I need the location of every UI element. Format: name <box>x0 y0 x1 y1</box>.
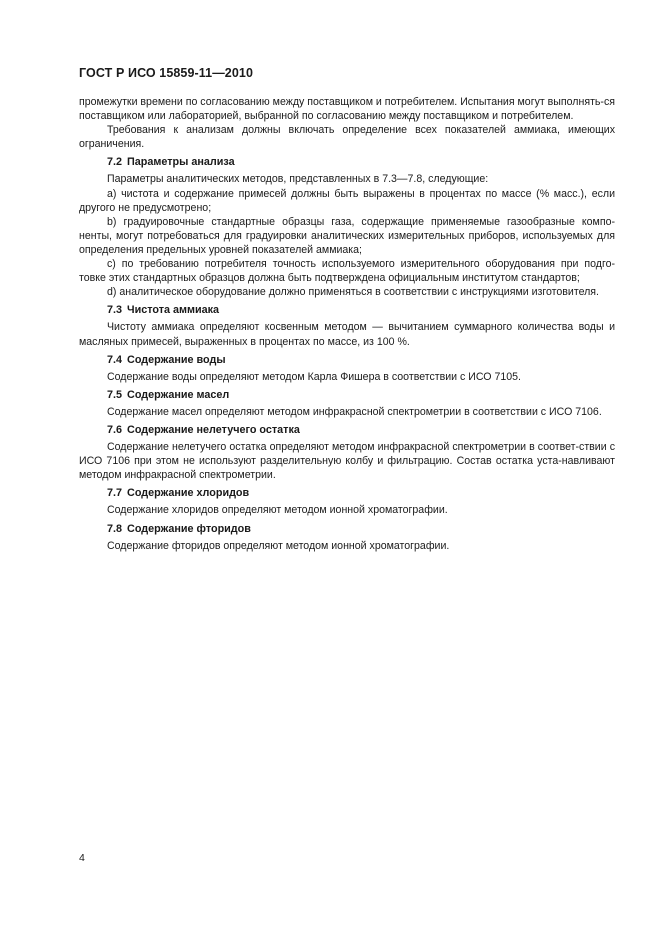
section-title: Содержание фторидов <box>127 522 251 535</box>
section-heading-7-7 <box>79 486 615 500</box>
list-item-a: a) чистота и содержание примесей должны быть выражены в процентах по массе (% масс.), если другого не предусмотрено; <box>79 187 615 214</box>
section-number: 7.6 <box>107 423 123 436</box>
section-number: 7.4 <box>107 353 123 366</box>
section-paragraph: Содержание воды определяют методом Карла Фишера в соответствии с ИСО 7105. <box>107 370 521 383</box>
section-paragraph: Содержание нелетучего остатка определяют методом инфракрасной спектрометрии в соответ-ствии с ИСО 7106 при этом не используют разделительную колбу и фильтрацию. Состав остатка уста-навливают методом инфракрасной спектрометрии. <box>79 441 615 482</box>
document-body <box>79 95 615 553</box>
section-number: 7.3 <box>107 304 123 317</box>
section-heading-7-5 <box>79 388 615 402</box>
intro-paragraph: Требования к анализам должны включать определение всех показателей аммиака, имеющих ограничения. <box>79 124 615 151</box>
section-heading-7-2 <box>79 155 615 169</box>
section-paragraph: Содержание хлоридов определяют методом ионной хроматографии. <box>107 504 448 517</box>
section-paragraph: Содержание масел определяют методом инфракрасной спектрометрии в соответствии с ИСО 7106. <box>107 405 602 418</box>
section-paragraph: Параметры аналитических методов, представленных в 7.3—7.8, следующие: <box>107 173 489 186</box>
standard-header: ГОСТ Р ИСО 15859-11—2010 <box>79 66 254 80</box>
section-number: 7.8 <box>107 522 123 535</box>
section-title: Содержание масел <box>127 388 230 401</box>
section-number: 7.7 <box>107 487 123 500</box>
section-number: 7.2 <box>107 156 123 169</box>
page-number: 4 <box>79 852 85 864</box>
list-item-c: c) по требованию потребителя точность используемого измерительного оборудования при подго-товке этих стандартных образцов должна быть подтверждена официальным институтом стандартов; <box>79 258 615 285</box>
section-heading-7-4 <box>79 353 615 367</box>
section-title: Содержание воды <box>127 353 226 366</box>
list-item-b: b) градуировочные стандартные образцы газа, содержащие применяемые газообразные компо-ненты, могут потребоваться для градуировки аналитических измерительных приборов, используемых для определения предельных уровней показателей аммиака; <box>79 215 615 256</box>
section-heading-7-3 <box>79 303 615 317</box>
list-item-d: d) аналитическое оборудование должно применяться в соответствии с инструкциями изготовителя. <box>107 286 599 299</box>
section-number: 7.5 <box>107 388 123 401</box>
section-heading-7-6 <box>79 423 615 437</box>
section-paragraph: Чистоту аммиака определяют косвенным методом — вычитанием суммарного количества воды и масляных примесей, выраженных в процентах по массе, из 100 %. <box>79 321 615 348</box>
intro-paragraph: промежутки времени по согласованию между поставщиком и потребителем. Испытания могут выполнять-ся поставщиком или лабораторией, выбранной по согласованию между поставщиком и потребителем. <box>79 96 615 123</box>
section-title: Содержание хлоридов <box>127 487 250 500</box>
section-title: Чистота аммиака <box>127 304 220 317</box>
section-heading-7-8 <box>79 522 615 536</box>
section-title: Содержание нелетучего остатка <box>127 423 300 436</box>
section-paragraph: Содержание фторидов определяют методом ионной хроматографии. <box>107 539 450 552</box>
section-title: Параметры анализа <box>127 156 235 169</box>
